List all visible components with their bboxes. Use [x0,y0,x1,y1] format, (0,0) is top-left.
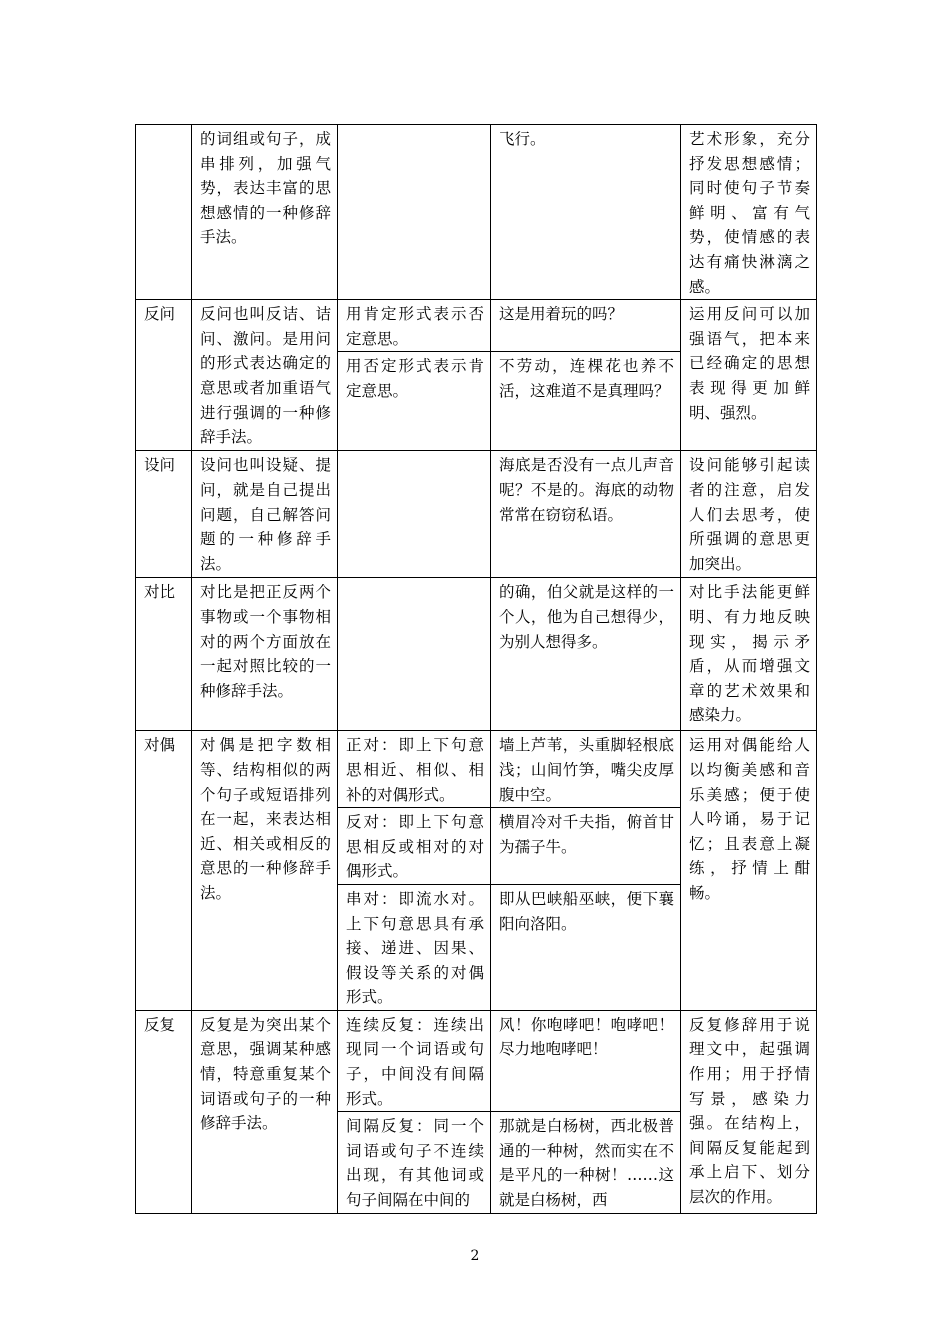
example-cell: 那就是白杨树，西北极普通的一种树，然而实在不是平凡的一种树！……这就是白杨树，西 [491,1112,681,1213]
subtype-cell: 间隔反复：同一个词语或句子不连续出现，有其他词或句子间隔在中间的 [338,1112,491,1213]
example-cell: 即从巴峡船巫峡，便下襄阳向洛阳。 [491,884,681,1010]
subtype-cell: 反对：即上下句意思相反或相对的对偶形式。 [338,808,491,885]
example-cell: 飞行。 [491,125,681,300]
effect-cell: 设问能够引起读者的注意，启发人们去思考，使所强调的意思更加突出。 [681,451,817,578]
definition-cell: 设问也叫设疑、提问，就是自己提出问题，自己解答问题的一种修辞手法。 [192,451,338,578]
subtype-cell [338,578,491,731]
example-cell: 横眉冷对千夫指，俯首甘为孺子牛。 [491,808,681,885]
subtype-cell: 正对：即上下句意思相近、相似、相补的对偶形式。 [338,731,491,808]
table-row [136,125,817,300]
effect-cell: 运用反问可以加强语气，把本来已经确定的思想表现得更加鲜明、强烈。 [681,300,817,451]
definition-cell: 对比是把正反两个事物或一个事物相对的两个方面放在一起对照比较的一种修辞手法。 [192,578,338,731]
device-name-cell [136,125,192,300]
effect-cell: 运用对偶能给人以均衡美感和音乐美感；便于使人吟诵，易于记忆；且表意上凝练，抒情上酣畅。 [681,731,817,1011]
definition-cell: 对偶是把字数相等、结构相似的两个句子或短语排列在一起，来表达相近、相关或相反的意思的一种修辞手法。 [192,731,338,1011]
device-name-cell: 对偶 [136,731,192,1011]
rhetoric-table [135,124,817,1214]
definition-cell: 反问也叫反诘、诘问、激问。是用问的形式表达确定的意思或者加重语气进行强调的一种修辞手法。 [192,300,338,451]
effect-cell: 反复修辞用于说理文中，起强调作用；用于抒情写景，感染力强。在结构上，间隔反复能起到承上启下、划分层次的作用。 [681,1010,817,1213]
table-row [136,578,817,731]
subtype-cell: 串对：即流水对。上下句意思具有承接、递进、因果、假设等关系的对偶形式。 [338,884,491,1010]
example-cell: 墙上芦苇，头重脚轻根底浅；山间竹笋，嘴尖皮厚腹中空。 [491,731,681,808]
subtype-cell: 用否定形式表示肯定意思。 [338,352,491,451]
example-cell: 不劳动，连棵花也养不活，这难道不是真理吗？ [491,352,681,451]
subtype-cell [338,451,491,578]
definition-cell: 反复是为突出某个意思，强调某种感情，特意重复某个词语或句子的一种修辞手法。 [192,1010,338,1213]
device-name-cell: 反复 [136,1010,192,1213]
subtype-cell [338,125,491,300]
example-cell: 风！你咆哮吧！咆哮吧！尽力地咆哮吧！ [491,1010,681,1111]
device-name-cell: 设问 [136,451,192,578]
effect-cell: 对比手法能更鲜明、有力地反映现实，揭示矛盾，从而增强文章的艺术效果和感染力。 [681,578,817,731]
table-row [136,731,817,808]
effect-cell: 艺术形象，充分抒发思想感情；同时使句子节奏鲜明、富有气势，使情感的表达有痛快淋漓之感。 [681,125,817,300]
table-row [136,451,817,578]
page-number: 2 [470,1248,480,1264]
table-row [136,1010,817,1111]
example-cell: 的确，伯父就是这样的一个人，他为自己想得少，为别人想得多。 [491,578,681,731]
device-name-cell: 对比 [136,578,192,731]
subtype-cell: 连续反复：连续出现同一个词语或句子，中间没有间隔形式。 [338,1010,491,1111]
definition-cell: 的词组或句子，成串排列，加强气势，表达丰富的思想感情的一种修辞手法。 [192,125,338,300]
subtype-cell: 用肯定形式表示否定意思。 [338,300,491,352]
example-cell: 这是用着玩的吗？ [491,300,681,352]
table-row [136,300,817,352]
example-cell: 海底是否没有一点儿声音呢？不是的。海底的动物常常在窃窃私语。 [491,451,681,578]
device-name-cell: 反问 [136,300,192,451]
